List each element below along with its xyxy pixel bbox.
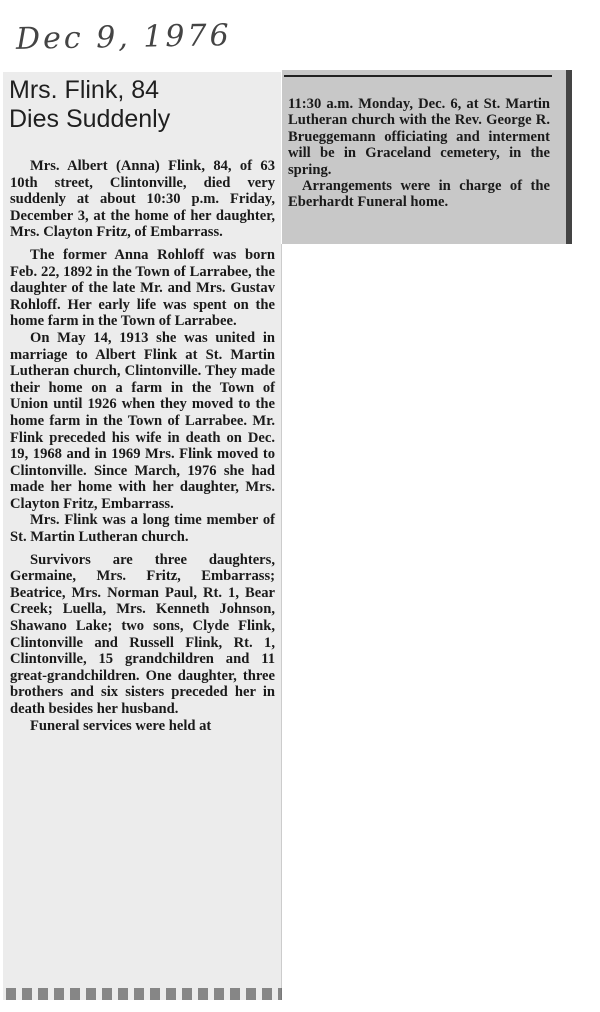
paragraph: Mrs. Albert (Anna) Flink, 84, of 63 10th street, Clintonville, died very suddenly at about 10:30 p.m. Friday, December 3, at the home of her daughter, Mrs. Clayton Fritz, of Embarrass.: [10, 158, 275, 241]
handwritten-date: Dec 9, 1976: [15, 18, 232, 57]
clipping-edge-shadow: [566, 70, 572, 244]
headline-line-2: Dies Suddenly: [9, 105, 171, 133]
article-body-column-2: [288, 96, 550, 211]
paragraph: 11:30 a.m. Monday, Dec. 6, at St. Martin Lutheran church with the Rev. George R. Brueggemann officiating and interment will be in Graceland cemetery, in the spring.: [288, 96, 550, 178]
headline-line-1: Mrs. Flink, 84: [9, 76, 160, 104]
paragraph: Mrs. Flink was a long time member of St. Martin Lutheran church.: [10, 512, 275, 546]
paragraph: On May 14, 1913 she was united in marriage to Albert Flink at St. Martin Lutheran church, Clintonville. They made their home on a farm in the Town of Union until 1926 when they moved to the home farm in the Town of Larrabee. Mr. Flink preceded his wife in death on Dec. 19, 1968 and in 1969 Mrs. Flink moved to Clintonville. Since March, 1976 she had made her home with her daughter, Mrs. Clayton Fritz, Embarrass.: [10, 329, 275, 512]
article-body-column-1: [10, 158, 275, 740]
paragraph: Survivors are three daughters, Germaine, Mrs. Fritz, Embarrass; Beatrice, Mrs. Norman Paul, Rt. 1, Bear Creek; Luella, Mrs. Kenneth Johnson, Shawano Lake; two sons, Clyde Flink, Clintonville and Russell Flink, Rt. 1, Clintonville, 15 grandchildren and 11 great-grandchildren. One daughter, three brothers and six sisters preceded her in death besides her husband.: [10, 551, 275, 717]
column-divider: [281, 244, 282, 1000]
paragraph: Funeral services were held at: [30, 717, 212, 734]
headline: [9, 76, 170, 134]
column-top-rule: [284, 75, 552, 77]
paragraph: The former Anna Rohloff was born Feb. 22, 1892 in the Town of Larrabee, the daughter of the late Mr. and Mrs. Gustav Rohloff. Her early life was spent on the home farm in the Town of Larrabee.: [10, 246, 275, 330]
torn-clipping-edge: [6, 988, 282, 1000]
paragraph: Arrangements were in charge of the Eberhardt Funeral home.: [288, 178, 550, 211]
